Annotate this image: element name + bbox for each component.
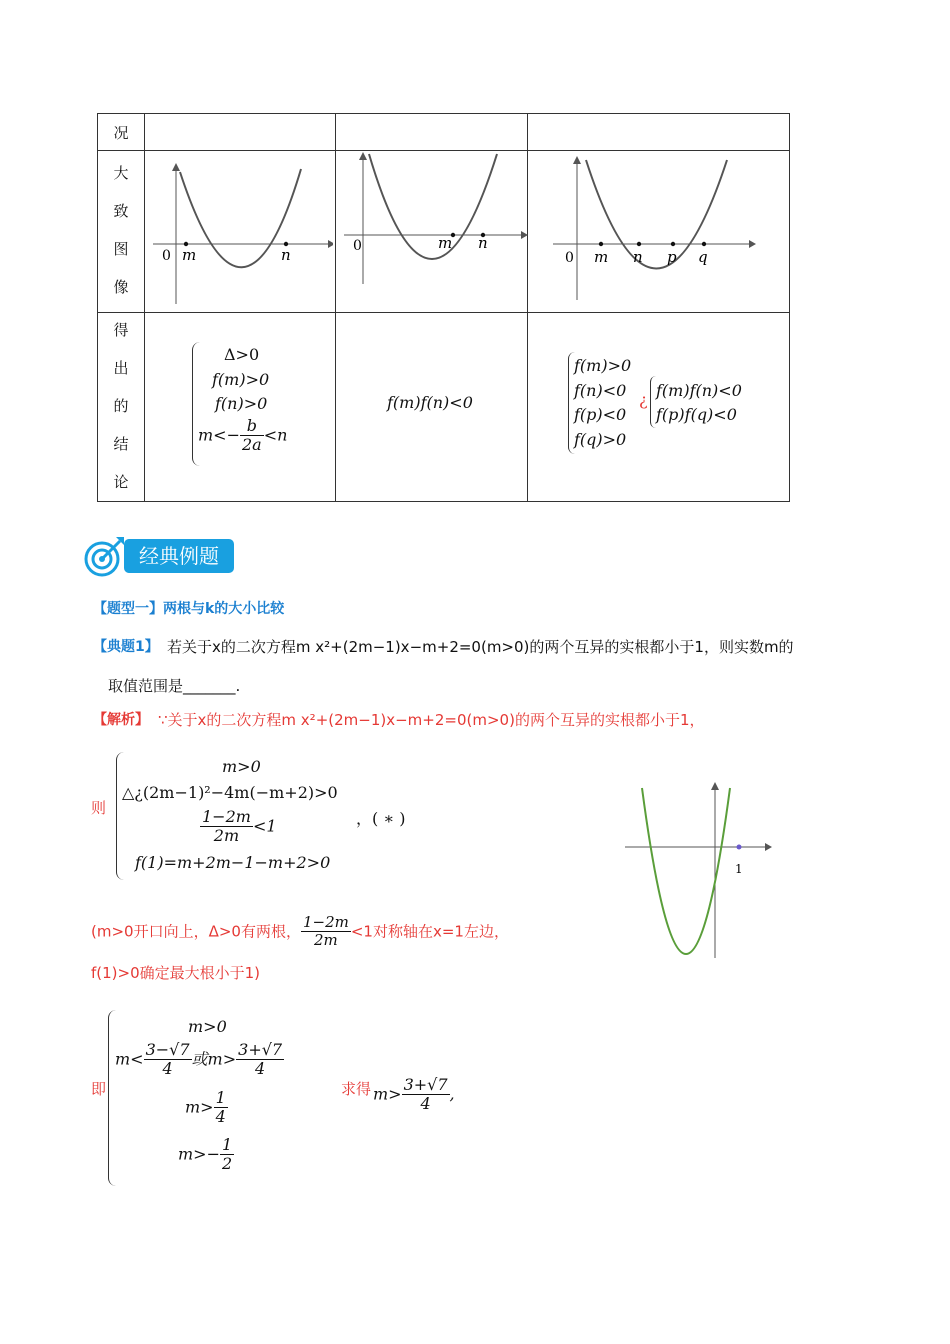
row-label-char: 得 bbox=[113, 321, 129, 339]
concl2: f(m)f(n)<0 bbox=[387, 393, 473, 412]
concl1-line: f(n)>0 bbox=[215, 394, 268, 413]
star-mark: ，( ∗ ) bbox=[356, 809, 406, 828]
point-p-label: p bbox=[667, 248, 677, 266]
row-label-char: 的 bbox=[113, 397, 129, 415]
concl1-line: f(m)>0 bbox=[212, 370, 270, 389]
concl1-line: Δ>0 bbox=[224, 345, 260, 364]
solution-parabola-graph bbox=[620, 780, 780, 965]
point-m-label: m bbox=[438, 234, 453, 252]
row-label-char: 图 bbox=[113, 240, 129, 258]
answer: m> $\frac{3+√7}{4}$ , bbox=[373, 1075, 455, 1114]
row-label-char: 像 bbox=[113, 278, 129, 296]
concl3-line: f(m)f(n)<0 bbox=[656, 381, 742, 400]
example-tag: 【典题1】 bbox=[93, 639, 159, 655]
parabola-graph-1 bbox=[148, 154, 333, 309]
note-line-1: (m>0开口向上，Δ>0有两根， $\frac{1-2m}{2m}$ <1对称轴在x=1左边， bbox=[91, 913, 509, 950]
concl3-line: f(p)f(q)<0 bbox=[656, 405, 737, 424]
point-m-label: m bbox=[594, 248, 609, 266]
qiude-label: 求得 bbox=[341, 1080, 372, 1098]
concl1-line: m<− $\frac{b}{2a}$ <n bbox=[198, 416, 288, 455]
parabola-graph-3 bbox=[531, 152, 787, 307]
concl3-line: f(p)<0 bbox=[574, 405, 627, 424]
target-icon bbox=[82, 535, 126, 579]
point-q-label: q bbox=[698, 248, 708, 266]
row-label-kuang: 况 bbox=[113, 124, 129, 142]
ji-label: 即 bbox=[91, 1080, 107, 1098]
origin-label: 0 bbox=[353, 238, 362, 254]
type-heading: 【题型一】两根与k的大小比较 bbox=[93, 601, 285, 617]
row-label-char: 论 bbox=[113, 473, 129, 491]
solution-tag: 【解析】 bbox=[93, 712, 149, 728]
system1-line: f(1)=m+2m−1−m+2>0 bbox=[135, 853, 331, 872]
ze-label: 则 bbox=[91, 799, 107, 817]
origin-label: 0 bbox=[162, 248, 171, 264]
system2-line: m>− $\frac{1}{2}$ bbox=[178, 1135, 233, 1174]
conditions-table bbox=[97, 113, 790, 502]
row-label-char: 大 bbox=[113, 164, 129, 182]
system2-line: m>0 bbox=[188, 1017, 227, 1036]
point-one-label: 1 bbox=[735, 862, 743, 876]
row-label-char: 出 bbox=[113, 359, 129, 377]
system1-line: $\frac{1-2m}{2m}$ <1 bbox=[202, 807, 277, 846]
point-n-label: n bbox=[633, 248, 643, 266]
row-label-char: 结 bbox=[113, 435, 129, 453]
origin-label: 0 bbox=[565, 250, 574, 266]
system1-line: △¿(2m−1)²−4m(−m+2)>0 bbox=[122, 783, 338, 802]
concl3-line: f(n)<0 bbox=[574, 381, 627, 400]
solution-text: ∵关于x的二次方程m x²+(2m−1)x−m+2=0(m>0)的两个互异的实根都小于1， bbox=[158, 711, 705, 729]
section-banner: 经典例题 bbox=[124, 539, 234, 573]
example-text-2: 取值范围是_______. bbox=[108, 677, 241, 695]
system2-line: m< $\frac{3-√7}{4}$ 或m> $\frac{3+√7}{4}$ bbox=[115, 1040, 283, 1079]
system2-line: m> $\frac{1}{4}$ bbox=[185, 1088, 226, 1127]
concl3-line: f(m)>0 bbox=[574, 356, 632, 375]
note-line-2: f(1)>0确定最大根小于1) bbox=[91, 964, 261, 982]
system1-line: m>0 bbox=[222, 757, 261, 776]
point-n-label: n bbox=[281, 246, 291, 264]
parabola-graph-2 bbox=[339, 144, 529, 309]
row-label-char: 致 bbox=[113, 202, 129, 220]
point-m-label: m bbox=[182, 246, 197, 264]
concl3-line: f(q)>0 bbox=[574, 430, 627, 449]
example-text: 若关于x的二次方程m x²+(2m−1)x−m+2=0(m>0)的两个互异的实根都小于1，则实数m的 bbox=[167, 638, 794, 656]
concl3-separator: ¿ bbox=[639, 390, 648, 409]
point-n-label: n bbox=[478, 234, 488, 252]
